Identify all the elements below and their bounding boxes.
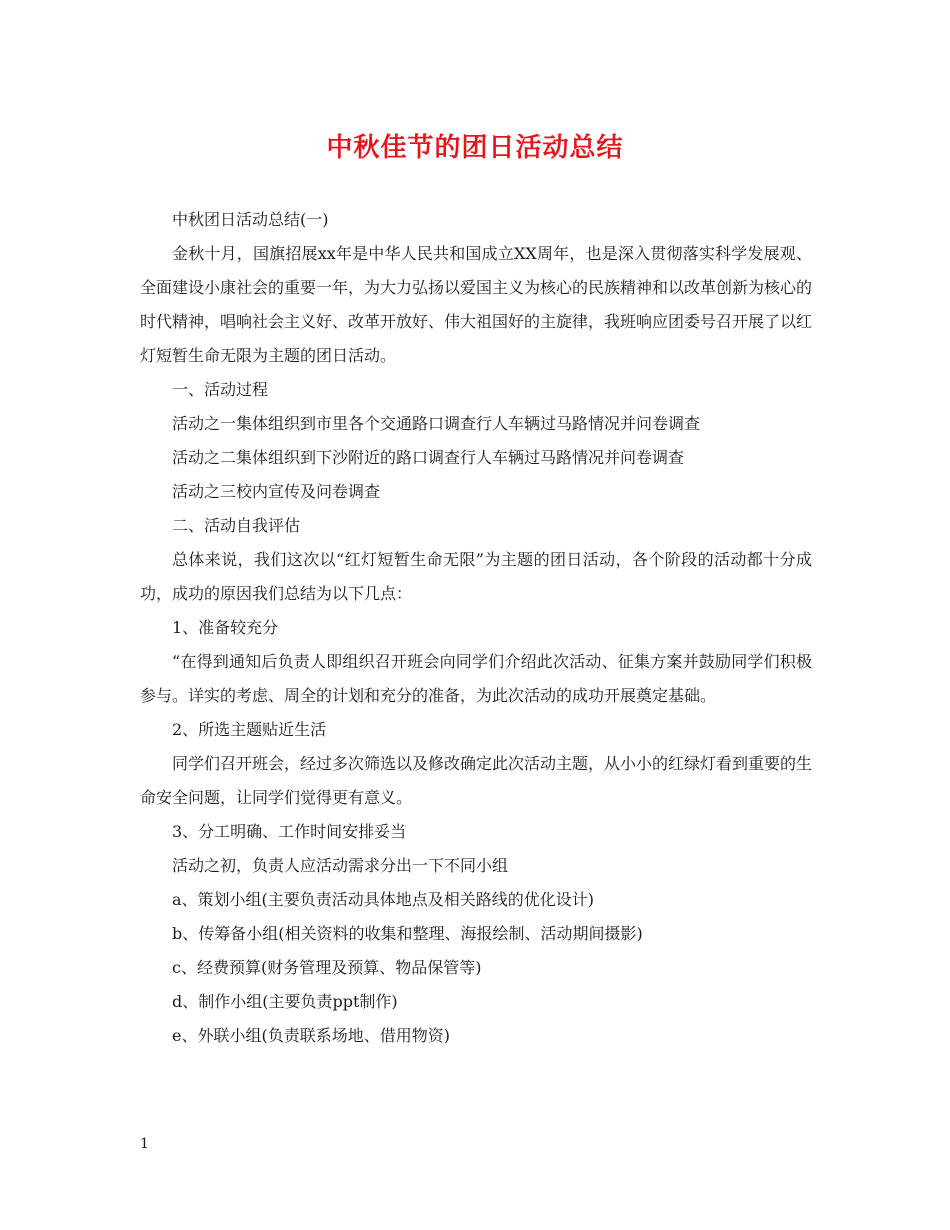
section-heading-evaluation: 二、活动自我评估 (172, 516, 301, 535)
subheading-preparation: 1、准备较充分 (172, 618, 279, 637)
list-item-group-b: b、传筹备小组(相关资料的收集和整理、海报绘制、活动期间摄影) (172, 924, 643, 943)
list-item-group-d: d、制作小组(主要负责ppt制作) (172, 992, 398, 1011)
paragraph-theme: 同学们召开班会，经过多次筛选以及修改确定此次活动主题，从小小的红绿灯看到重要的生命安全问题，让同学们觉得更有意义。 (140, 754, 813, 807)
paragraph-activity-2: 活动之二集体组织到下沙附近的路口调查行人车辆过马路情况并问卷调查 (172, 448, 685, 467)
paragraph-activity-3: 活动之三校内宣传及问卷调查 (172, 482, 381, 501)
document-title: 中秋佳节的团日活动总结 (326, 133, 624, 163)
document-body (140, 203, 812, 1053)
subheading-division: 3、分工明确、工作时间安排妥当 (172, 822, 407, 841)
page-number: 1 (140, 1136, 149, 1152)
paragraph-preparation: “在得到通知后负责人即组织召开班会向同学们介绍此次活动、征集方案并鼓励同学们积极参与。详实的考虑、周全的计划和充分的准备，为此次活动的成功开展奠定基础。 (140, 652, 812, 705)
paragraph-summary: 总体来说，我们这次以“红灯短暂生命无限”为主题的团日活动，各个阶段的活动都十分成功，成功的原因我们总结为以下几点： (140, 550, 812, 603)
paragraph-division: 活动之初，负责人应活动需求分出一下不同小组 (172, 856, 509, 875)
paragraph-activity-1: 活动之一集体组织到市里各个交通路口调查行人车辆过马路情况并问卷调查 (172, 414, 701, 433)
paragraph-subtitle: 中秋团日活动总结(一) (172, 210, 329, 229)
paragraph-intro: 金秋十月，国旗招展xx年是中华人民共和国成立XX周年，也是深入贯彻落实科学发展观、全面建设小康社会的重要一年，为大力弘扬以爱国主义为核心的民族精神和以改革创新为核心的时代精神，唱响社会主义好、改革开放好、伟大祖国好的主旋律，我班响应团委号召开展了以红灯短暂生命无限为主题的团日活动。 (140, 244, 813, 365)
list-item-group-a: a、策划小组(主要负责活动具体地点及相关路线的优化设计) (172, 890, 595, 909)
list-item-group-c: c、经费预算(财务管理及预算、物品保管等) (172, 958, 482, 977)
section-heading-process: 一、活动过程 (172, 380, 269, 399)
subheading-theme: 2、所选主题贴近生活 (172, 720, 327, 739)
list-item-group-e: e、外联小组(负责联系场地、借用物资) (172, 1026, 450, 1045)
